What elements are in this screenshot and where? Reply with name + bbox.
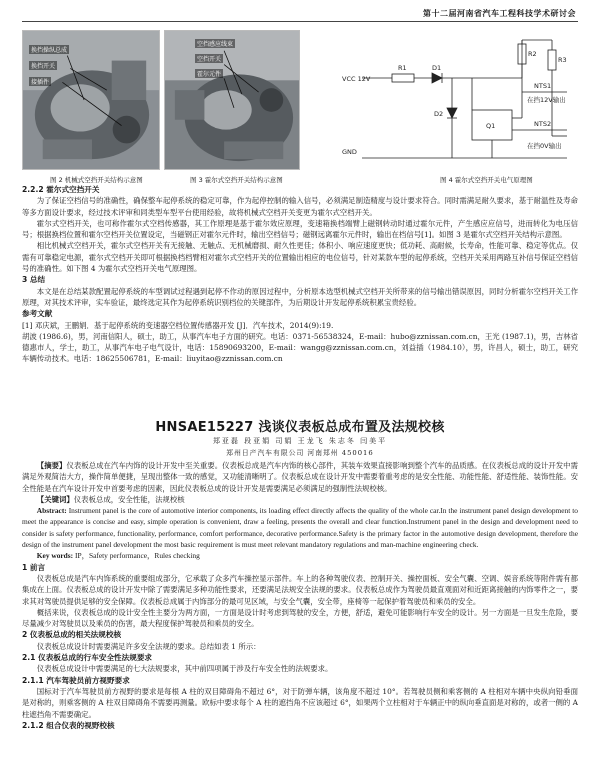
r3-label: R3 — [558, 56, 567, 64]
article-affiliation: 郑州日产汽车有限公司 河南郑州 450016 — [226, 449, 374, 457]
photo2-label-3: 霍尔元件 — [197, 71, 222, 78]
nts1-label: NTS1 — [534, 82, 552, 90]
figure-2-caption: 图 2 机械式空挡开关结构示意图 — [50, 176, 143, 184]
figure-3-photo — [164, 30, 300, 170]
nts2-desc: 在挡0V输出 — [527, 142, 562, 150]
r1-label: R1 — [398, 64, 407, 72]
r2-label: R2 — [528, 50, 537, 58]
paragraph: 霍尔式空档开关，也可称作霍尔式空档传感器，其工作原理是基于霍尔效应原理，变速箱换档端臂上磁钢转动时通过霍尔元件，产生感应应信号，进而转化为电压信号；根据换档位置和霍尔空档开关位置设定，当磁钢正对霍尔元件时，输出空档信号；磁钢远离霍尔元件时，输出在档信号[1]。如图 3 是霍尔式空档开关结构示意图。 — [22, 218, 578, 240]
section-2-1-2-heading: 2.1.2 组合仪表的视野校核 — [22, 720, 115, 730]
section-2-2-2-heading: 2.2.2 霍尔式空挡开关 — [22, 185, 100, 194]
vcc-label: VCC 12V — [342, 75, 371, 83]
keywords-en-text: IP，Safety performance，Rules checking — [75, 551, 200, 561]
previous-article-body — [22, 184, 578, 365]
keywords-cn-label: 【关键词】 — [36, 494, 74, 504]
keywords-cn — [22, 494, 578, 505]
abstract-en-label: Abstract: — [36, 506, 67, 516]
photo2-label-1: 空挡感应线束 — [197, 41, 234, 48]
abstract-en-text: Instrument panel is the core of automotive interior components, its loading effect directly affects the quality of the whole car.In the instrument panel design development to meet the appearance is concise and easy, simple operation is convenient, draw a feeling, presents the overall and clear function.Instrument panel in the design and development need to consider is safety performance, functionality, performance, comfort performance, decorative performance.Safety is the primary factor in the automotive design development, therefore the design of the instrument panel development the most basic requirement is must meet relevant mandatory regulations and man-machine engineering check. — [22, 506, 578, 550]
references-heading: 参考文献 — [22, 309, 53, 319]
d2-label: D2 — [434, 110, 444, 118]
figure-3-caption: 图 3 霍尔式空挡开关结构示意图 — [190, 176, 283, 184]
abstract-cn-text: 仪表板总成在汽车内饰的设计开发中至关重要。仪表板总成是汽车内饰的核心部件，其装车效果直接影响到整个汽车的品质感。在仪表板总成的设计开发中需满足外观简洁大方，操作简单便捷，呈现出整体一致的感觉，又功能清晰明了。仪表板总成在设计开发中需要着重考虑的是安全性能、功能性能、舒适性能、装饰性能。安全性能是在汽车设计开发中首要考虑的因素，因此仪表板总成的设计开发是需要满足必须满足的强制性法规校核。 — [22, 461, 578, 493]
nts2-label: NTS2 — [534, 120, 552, 128]
section-3-heading: 3 总结 — [22, 275, 46, 285]
q1-label: Q1 — [486, 122, 496, 130]
keywords-cn-text: 仪表板总成，安全性能，法规校核 — [73, 494, 185, 504]
hall-switch-photo — [165, 31, 299, 169]
photo1-label-3: 接插件 — [31, 79, 50, 86]
article-authors: 郑亚磊 段亚娟 司娟 王龙飞 朱志冬 闫美平 — [212, 437, 388, 445]
paragraph: 为了保证空档信号的准确性，确保整车起停系统的稳定可靠，作为起停控制的输入信号，必须满足制造精度与设计要求符合。同时需满足耐久要求，基于耐温性及寿命等多方面设计要求，经过技术评审和同类型车型平台使用经验，故将机械式空档开关变更为霍尔式空档开关。 — [22, 196, 578, 217]
keywords-en-label: Key words: — [36, 551, 74, 561]
figure-4-caption: 图 4 霍尔式空挡开关电气原理图 — [440, 176, 533, 184]
paragraph: 仪表板总成设计时需要满足许多安全法规的要求。总结如表 1 所示： — [36, 641, 261, 651]
gnd-label: GND — [342, 148, 357, 156]
abstract-cn-label: 【摘要】 — [36, 461, 67, 470]
paragraph: 仪表板总成设计中需要满足的七大法规要求，其中前四项属于涉及行车安全性的法规要求。 — [36, 664, 333, 674]
abstract-cn — [22, 460, 578, 494]
section-2-1-1-heading: 2.1.1 汽车驾驶员前方视野要求 — [22, 675, 130, 685]
figure-row — [22, 30, 578, 182]
article-title: HNSAE15227 浅谈仪表板总成布置及法规校核 — [155, 420, 445, 435]
photo2-label-2: 空挡开关 — [197, 56, 222, 63]
section-2-1-heading: 2.1 仪表板总成的行车安全性法规要求 — [22, 653, 153, 663]
d1-label: D1 — [432, 64, 442, 72]
running-header: 第十二届河南省汽车工程科技学术研讨会 — [423, 9, 576, 18]
figure-2-photo — [22, 30, 160, 170]
header-divider — [22, 21, 578, 22]
figure-4-circuit-diagram — [322, 30, 578, 175]
abstract-en — [22, 505, 578, 550]
keywords-en — [22, 550, 578, 561]
paragraph: 本文是在总结某款配置起停系统的车型调试过程遇到起停不作动的原因过程中，分析原本选型机械式空档开关所带来的信号输出错误原因，同时分析霍尔空档开关工作原理，对其技术评审，实车验证，最终选定其作为起停系统识别档位的关键部件，为后期设计开发起停系统积累宝贵经验。 — [22, 286, 578, 307]
paragraph: 仪表板总成是汽车内饰系统的重要组成部分，它承载了众多汽车操控显示部件。车上的各种驾驶仪表、控制开关、操控面板、安全气囊、空调、娱音系统等附件需有都集成在上面。仪表板总成的设计开发中除了需要满足多种功能性要求，还要满足法规安全法规的要求。仪表板总成作为驾驶员最直观面对和近距离接触的内饰零件之一，要求其对驾驶员提供足够的安全保障。仪表板总成属于内饰部分的最可见区域，与安全气囊，安全带，座椅等一起保护着驾驶员和乘员的安全。 — [22, 573, 578, 606]
photo1-label-1: 换挡操纵总成 — [31, 47, 68, 54]
paragraph: 概括来说，仪表板总成的设计安全性主要分为两方面，一方面是设计时考虑到驾驶的安全，方便，舒适，避免可能影响行车安全的设计。另一方面是一旦发生危险，要尽量减少对驾驶员以及乘员的伤害，最大程度保护驾驶员和乘员的安全。 — [22, 607, 578, 629]
author-notes: 胡波 (1986.6)，男，河南信阳人，硕士，助工，从事汽车电子方面的研究。电话：0371-56538324，E-mail：hubo@zznissan.com.cn，王光 (1987.1)，男，吉林省德惠市人，学士，助工，从事汽车电子电气设计，电话：15890693200，E-mail：wangg@zznissan.com.cn，刘益插（1984.10），男，许昌人，硕士，助工，研究车辆传动技术。电话：18625506781，E-mail：liuyitao@zznissan.com.cn — [22, 331, 578, 364]
nts1-desc: 在挡12V输出 — [527, 96, 566, 104]
photo1-label-2: 换挡开关 — [31, 63, 56, 70]
article-body — [22, 460, 578, 731]
paragraph: 国标对于汽车驾驶员前方视野的要求是每根 A 柱的双目障碍角不超过 6°，对于防弹车辆，该角度不超过 10°。若驾驶员侧和乘客侧的 A 柱相对车辆中央纵向铅垂面是对称的，则乘客侧的 A 柱双目障碍角不需要再测量。欧标中要求每个 A 柱的遮挡角不应该超过 6°，如果两个立柱相对于车辆正中的纵向垂直面是对称的，或者一侧的 A 柱遮挡角不需要确定。 — [22, 686, 578, 719]
paragraph: 相比机械式空档开关，霍尔式空档开关有无接触、无触点、无机械磨损、耐久性更佳；体积小、响应速度更快；低功耗、高耐候，长寿命，性能可靠、稳定等优点。仅需有可靠稳定电源，霍尔式空档开关即可根据换档档臂相对霍尔式空档开关的位置输出相应的电位信号，针对某款车型的起停系统，空档开关采用两路互补信号保证空档信号的准确性。如下图 4 为霍尔式空档开关电气原理图。 — [22, 241, 578, 274]
hall-switch-schematic — [322, 30, 578, 175]
section-1-heading: 1 前言 — [22, 562, 46, 572]
reference-item: [1] 邓庆斌，王鹏娟．基于起停系统的变速器空档位置传感器开发 [J]．汽车技术，2014(9):19. — [22, 320, 334, 330]
section-2-heading: 2 仪表板总成的相关法规校核 — [22, 630, 122, 640]
